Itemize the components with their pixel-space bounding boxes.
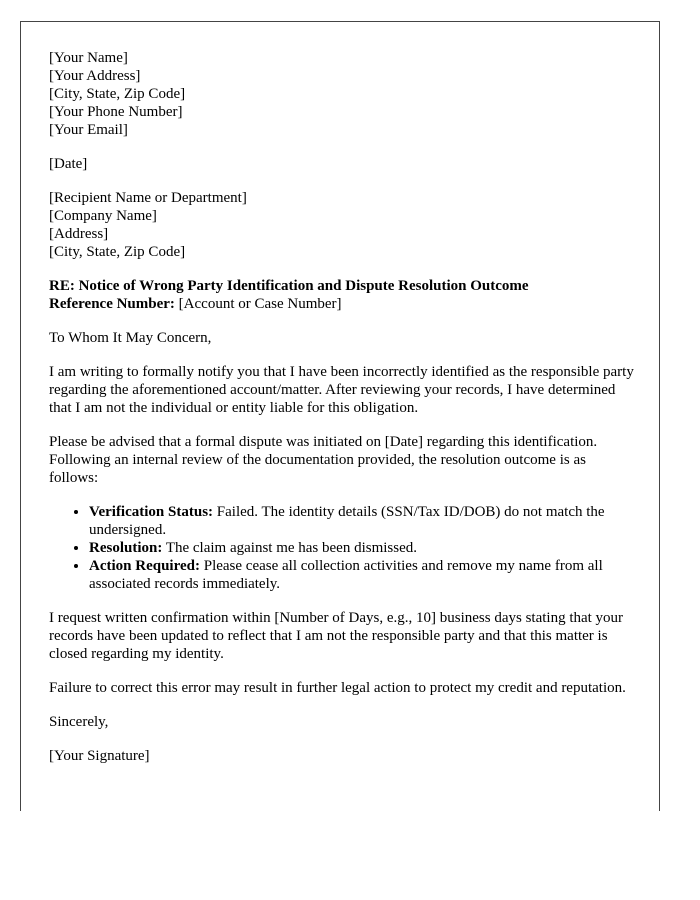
outcome-text: Please cease all collection activities and remove my name from all associated records immediately.: [89, 558, 603, 592]
letter-date: [Date]: [49, 156, 88, 172]
recipient-address: [Address]: [49, 226, 109, 242]
warning-paragraph: Failure to correct this error may result in further legal action to protect my credit and reputation.: [49, 680, 626, 696]
outcome-text: Failed. The identity details (SSN/Tax ID/DOB) do not match the undersigned.: [89, 504, 605, 538]
request-paragraph: I request written confirmation within [Number of Days, e.g., 10] business days stating that your records have been updated to reflect that I am not the responsible party and that this matter is closed regarding my identity.: [49, 610, 624, 662]
outcome-label: Verification Status:: [89, 504, 214, 520]
recipient-city-state-zip: [City, State, Zip Code]: [49, 244, 186, 260]
letter-page: [20, 21, 660, 811]
outcome-list: [49, 503, 634, 593]
list-item: [89, 557, 634, 593]
sender-name: [Your Name]: [49, 50, 128, 66]
reference-value: [Account or Case Number]: [174, 296, 342, 312]
reference-label: Reference Number:: [49, 296, 175, 312]
list-item: [89, 539, 634, 557]
recipient-company: [Company Name]: [49, 208, 157, 224]
outcome-text: The claim against me has been dismissed.: [162, 540, 418, 556]
sender-city-state-zip: [City, State, Zip Code]: [49, 86, 186, 102]
recipient-name: [Recipient Name or Department]: [49, 190, 247, 206]
reference-line: [49, 295, 634, 313]
outcome-label: Action Required:: [89, 558, 200, 574]
sender-email: [Your Email]: [49, 122, 128, 138]
outcome-label: Resolution:: [89, 540, 163, 556]
sender-phone: [Your Phone Number]: [49, 104, 183, 120]
recipient-block: [49, 189, 634, 261]
subject-line: RE: Notice of Wrong Party Identification and Dispute Resolution Outcome: [49, 278, 529, 294]
sender-address: [Your Address]: [49, 68, 141, 84]
closing: Sincerely,: [49, 714, 109, 730]
subject-block: [49, 277, 634, 313]
salutation: To Whom It May Concern,: [49, 330, 212, 346]
intro-paragraph: I am writing to formally notify you that I have been incorrectly identified as the responsible party regarding the aforementioned account/matter. After reviewing your records, I have determined that I am not the individual or entity liable for this obligation.: [49, 364, 634, 416]
letter-body: [49, 49, 634, 765]
sender-block: [49, 49, 634, 139]
dispute-paragraph: Please be advised that a formal dispute was initiated on [Date] regarding this identification. Following an internal review of the documentation provided, the resolution outcome is as follows:: [49, 434, 598, 486]
signature: [Your Signature]: [49, 748, 150, 764]
list-item: [89, 503, 634, 539]
